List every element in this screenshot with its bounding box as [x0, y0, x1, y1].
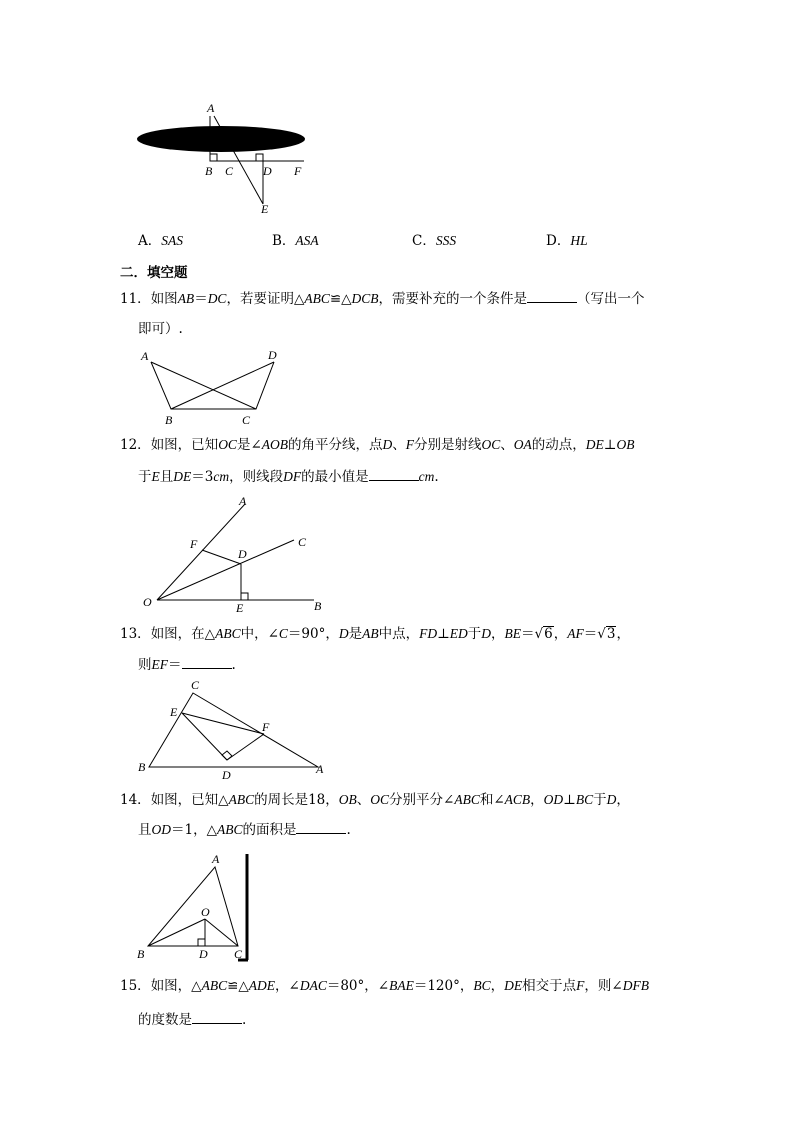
math: cm [213, 469, 230, 484]
math: AB [177, 291, 195, 306]
math: ACB [504, 792, 531, 807]
math: E [151, 469, 160, 484]
math: F [405, 437, 415, 452]
text: ＝120°， [413, 978, 474, 994]
text: 的最小值是 [301, 469, 369, 485]
option-value: HL [570, 233, 588, 248]
text: 且 [159, 469, 174, 485]
q12-label-d: D [238, 547, 247, 561]
text: ⊥ [603, 437, 617, 453]
text: ，∠ [275, 978, 300, 994]
math: OC [218, 437, 237, 452]
q13-figure [135, 676, 330, 782]
q10-label-f: F [294, 164, 302, 178]
text: ， [491, 626, 505, 642]
math: DF [283, 469, 302, 484]
q14-label-a: A [212, 852, 220, 866]
math: OA [513, 437, 532, 452]
section-title: 二．填空题 [120, 265, 188, 281]
q14-figure [134, 850, 254, 962]
q13-right-angle-d [222, 751, 232, 760]
q12-label-c: C [298, 535, 307, 549]
text: ＝80°，∠ [326, 978, 390, 994]
text: 如图，△ [150, 978, 202, 994]
text: ， [616, 792, 630, 808]
math: ABC [216, 822, 243, 837]
text: . [242, 1012, 247, 1028]
text: ，则线段 [229, 469, 284, 485]
q11-label-d: D [268, 348, 277, 362]
q12-line-2 [138, 468, 439, 486]
text: ＝ [521, 626, 535, 642]
text: 中，∠ [240, 626, 279, 642]
text: 、 [500, 437, 514, 453]
text: 分别平分∠ [389, 792, 455, 808]
text: 是∠ [236, 437, 262, 453]
text: . [434, 469, 439, 485]
answer-blank[interactable] [369, 468, 419, 481]
q11-line-2: 即可）. [138, 321, 183, 337]
option-letter: A． [138, 233, 162, 249]
q10-right-angle-b [210, 154, 217, 161]
q14-line-1 [120, 791, 630, 809]
sqrt-symbol: √ [597, 626, 606, 642]
math: ABC [454, 792, 480, 807]
q14-line-2 [138, 821, 351, 839]
math: DE [504, 978, 523, 993]
math: DCB [351, 291, 379, 306]
text: ，则∠ [584, 978, 623, 994]
math: FD [419, 626, 438, 641]
q10-label-c: C [225, 164, 234, 178]
option-value: SSS [435, 233, 457, 248]
option-value: ASA [295, 233, 319, 248]
q14-right-angle-d [198, 939, 205, 946]
q13-line-1 [120, 625, 630, 643]
math: DAC [299, 978, 327, 993]
math: F [576, 978, 585, 993]
text: 如图，已知△ [150, 792, 229, 808]
math: OB [338, 792, 357, 807]
math: C [278, 626, 288, 641]
text: 相交于点 [522, 978, 577, 994]
q12-figure [138, 492, 333, 614]
text: 和∠ [479, 792, 505, 808]
q11-label-c: C [242, 413, 251, 427]
text: 、 [356, 792, 371, 808]
q10-option-c[interactable] [412, 229, 456, 249]
q12-ray-oa [157, 504, 245, 600]
text: ＝ [194, 291, 208, 307]
q14-seg-oc [205, 919, 238, 946]
math: D [338, 626, 349, 641]
math: BC [575, 792, 594, 807]
text: 的周长是18， [254, 792, 339, 808]
q15-line-1 [120, 977, 649, 995]
q13-seg-ef [182, 713, 264, 734]
q10-option-a[interactable] [138, 229, 183, 249]
math: EF [151, 657, 168, 672]
question-number: 13． [120, 626, 151, 642]
text: 、 [392, 437, 406, 453]
q11-line-ac [151, 362, 256, 409]
q10-label-b: B [205, 164, 213, 178]
question-number: 11． [120, 291, 151, 307]
math: D [481, 626, 492, 641]
text: ≌△ [227, 978, 249, 994]
q13-line-2 [138, 656, 236, 674]
text: 于 [467, 626, 482, 642]
option-letter: C． [412, 233, 436, 249]
math: ABC [228, 792, 255, 807]
text: 的动点， [531, 437, 586, 453]
q12-label-o: O [143, 595, 152, 609]
text: （写出一个 [577, 291, 645, 307]
q14-label-c: C [234, 947, 243, 961]
option-value: SAS [161, 233, 183, 248]
q14-label-b: B [137, 947, 145, 961]
math: D [606, 792, 617, 807]
q13-label-b: B [138, 760, 146, 774]
text: ＝3 [191, 469, 214, 485]
math: BE [504, 626, 522, 641]
q10-option-b[interactable] [272, 229, 319, 249]
text: ， [616, 626, 630, 642]
text: 且 [138, 822, 152, 838]
text: 于 [593, 792, 607, 808]
q12-ray-oc [157, 540, 294, 600]
q10-figure [130, 98, 320, 218]
q13-seg-ed [182, 713, 227, 760]
answer-blank[interactable] [527, 290, 577, 303]
q14-seg-ob [148, 919, 205, 946]
text: ，需要补充的一个条件是 [378, 291, 528, 307]
q10-label-a: A [207, 101, 215, 115]
math: BC [473, 978, 491, 993]
sqrt-symbol: √ [534, 626, 544, 642]
math: DE [173, 469, 192, 484]
q10-ellipse [137, 126, 305, 152]
text: ＝ [583, 626, 598, 642]
math: DE [585, 437, 604, 452]
text: ⊥ [437, 626, 450, 642]
q12-right-angle-e [241, 593, 248, 600]
text: 的面积是 [242, 822, 297, 838]
radicand: 6 [544, 626, 553, 642]
text: . [346, 822, 351, 838]
math: OB [616, 437, 635, 452]
text: 如图 [150, 291, 178, 307]
option-letter: B． [272, 233, 296, 249]
text: . [231, 657, 236, 673]
q12-label-f: F [190, 537, 198, 551]
q12-label-e: E [236, 601, 244, 614]
q11-label-b: B [165, 413, 173, 427]
q13-label-a: A [316, 762, 324, 776]
math: DC [207, 291, 227, 306]
q11-label-a: A [141, 349, 149, 363]
option-letter: D． [546, 233, 571, 249]
text: ＝90°， [287, 626, 339, 642]
text: 于 [138, 469, 152, 485]
q14-label-o: O [201, 905, 210, 919]
math: AOB [261, 437, 289, 452]
math: ABC [304, 291, 330, 306]
q13-label-f: F [262, 720, 270, 734]
text: ＝ [168, 657, 182, 673]
math: ED [449, 626, 468, 641]
text: 则 [138, 657, 152, 673]
math: ABC [201, 978, 228, 993]
text: 分别是射线 [414, 437, 482, 453]
q10-option-d[interactable] [546, 229, 588, 249]
text: 的角平分线，点 [288, 437, 383, 453]
q12-label-b: B [314, 599, 322, 613]
q10-options [138, 229, 738, 249]
text: ， [490, 978, 505, 994]
text: ， [530, 792, 544, 808]
q10-label-e: E [261, 202, 269, 216]
text: 是 [348, 626, 363, 642]
math: D [382, 437, 393, 452]
radicand: 3 [606, 626, 616, 642]
q13-label-e: E [170, 705, 178, 719]
text: ⊥ [563, 792, 576, 808]
q13-label-c: C [191, 678, 200, 692]
question-number: 12． [120, 437, 151, 453]
q14-triangle [148, 867, 238, 946]
q11-quad [151, 362, 274, 409]
text: 如图，在△ [150, 626, 216, 642]
math: OC [370, 792, 390, 807]
text: ，若要证明△ [226, 291, 305, 307]
q11-figure [138, 345, 283, 427]
q12-label-a: A [239, 494, 247, 508]
text: 中点， [378, 626, 420, 642]
answer-blank[interactable] [296, 821, 346, 834]
text: ≌△ [329, 291, 352, 307]
math: DFB [622, 978, 649, 993]
math: AF [567, 626, 584, 641]
question-number: 14． [120, 792, 151, 808]
q15-line-2 [138, 1011, 246, 1029]
math: ADE [248, 978, 276, 993]
text: ＝1，△ [171, 822, 217, 838]
question-number: 15． [120, 978, 151, 994]
math: OD [543, 792, 564, 807]
math: ABC [215, 626, 241, 641]
q13-label-d: D [222, 768, 231, 782]
q12-line-1 [120, 436, 634, 454]
q12-seg-fd [202, 550, 241, 564]
math: OD [151, 822, 171, 837]
q10-right-angle-d [256, 154, 263, 161]
math: cm [418, 469, 435, 484]
math: OC [481, 437, 501, 452]
answer-blank[interactable] [192, 1011, 242, 1024]
math: AB [362, 626, 379, 641]
q14-label-d: D [199, 947, 208, 961]
answer-blank[interactable] [182, 656, 232, 669]
q10-label-d: D [263, 164, 272, 178]
text: 的度数是 [138, 1012, 192, 1028]
math: BAE [389, 978, 414, 993]
text: ， [553, 626, 568, 642]
text: 如图，已知 [150, 437, 219, 453]
q11-line-1 [120, 290, 645, 308]
